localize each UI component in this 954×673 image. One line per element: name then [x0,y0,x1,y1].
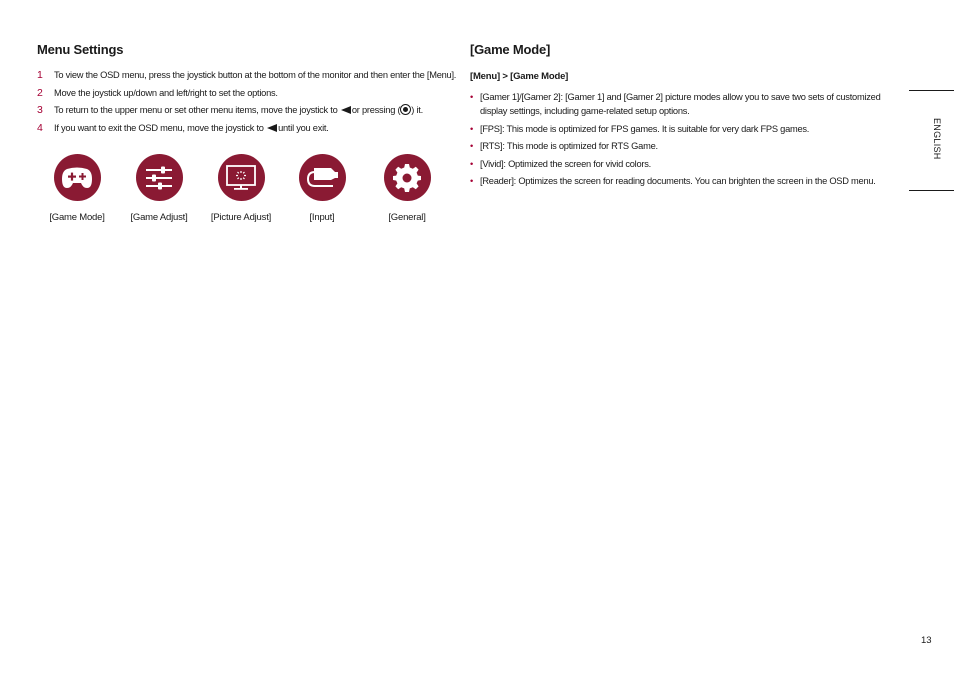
step-number: 3 [37,104,43,116]
bullet-item: • [RTS]: This mode is optimized for RTS Game. [470,139,890,153]
step-4 [37,122,457,134]
step-text: until you exit. [278,122,329,133]
side-language-tab: ENGLISH [932,118,942,160]
step-number: 1 [37,69,43,81]
menu-icons-row [37,154,457,234]
menu-settings-section [37,42,457,223]
left-arrow-icon [341,106,351,114]
step-1 [37,69,457,81]
page-number: 13 [921,635,932,646]
menu-icon-game-mode [32,154,122,223]
menu-icon-general [362,154,452,223]
step-text: To view the OSD menu, press the joystick button at the bottom of the monitor and then enter the [Menu]. [54,70,457,80]
step-2 [37,87,457,99]
game-mode-section [470,42,890,192]
step-number: 4 [37,121,43,134]
menu-icon-picture-adjust [196,154,286,223]
bullet-item: • [Reader]: Optimizes the screen for reading documents. You can brighten the screen in the OSD menu. [470,174,890,188]
joystick-button-icon [400,104,411,115]
menu-icon-label: [Game Adjust] [130,212,188,223]
menu-icon-game-adjust [114,154,204,223]
sliders-icon [136,154,183,201]
menu-icon-label: [General] [388,212,426,223]
gear-icon [384,154,431,201]
side-tab-bottom-divider [909,190,954,191]
step-text: or pressing ( [351,105,401,115]
step-number: 2 [37,86,43,99]
gamepad-icon [54,154,101,201]
bullet-item: • [Gamer 1]/[Gamer 2]: [Gamer 1] and [Gamer 2] picture modes allow you to save two sets of customized display settings, including game-related setup options. [470,90,890,118]
menu-settings-title: Menu Settings [37,42,124,57]
menu-icon-label: [Picture Adjust] [210,212,272,223]
input-cable-icon [299,154,346,201]
step-3 [37,104,457,116]
left-arrow-icon [267,124,277,132]
step-text: To return to the upper menu or set other menu items, move the joystick to [54,105,338,115]
step-text: ) it. [411,105,423,115]
game-mode-bullets [470,90,890,188]
menu-path: [Menu] > [Game Mode] [470,71,569,82]
step-text: Move the joystick up/down and left/right to set the options. [54,87,278,98]
side-tab-top-divider [909,90,954,91]
menu-icon-input [277,154,367,223]
steps-list [37,69,457,134]
menu-icon-label: [Input] [309,212,335,223]
bullet-item: • [Vivid]: Optimized the screen for vivid colors. [470,157,890,171]
game-mode-title: [Game Mode] [470,42,551,57]
step-text: If you want to exit the OSD menu, move the joystick to [54,122,264,133]
bullet-item: • [FPS]: This mode is optimized for FPS games. It is suitable for very dark FPS games. [470,122,890,136]
menu-icon-label: [Game Mode] [49,212,105,223]
monitor-icon [218,154,265,201]
